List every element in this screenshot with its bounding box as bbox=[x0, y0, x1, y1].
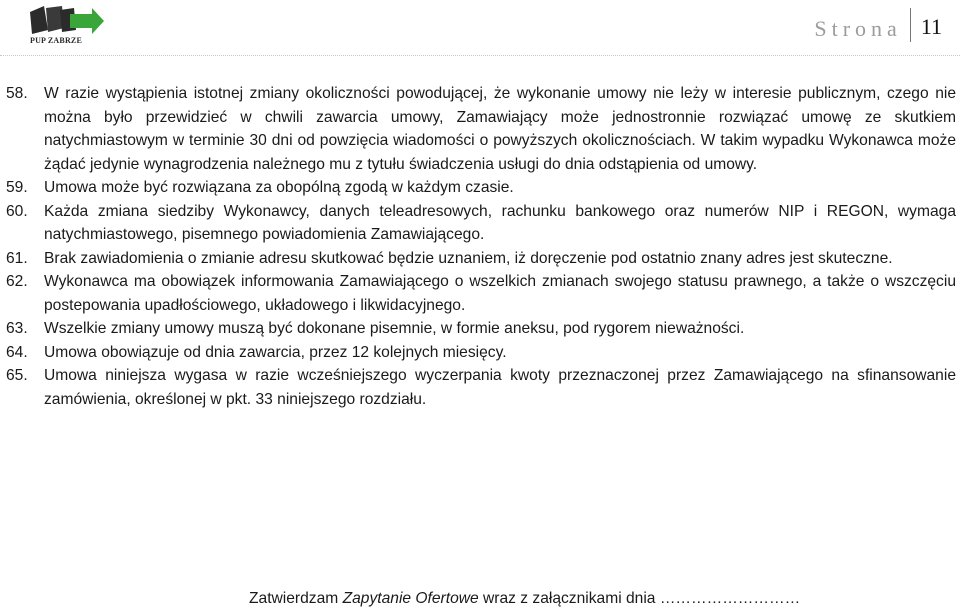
page-header bbox=[814, 8, 942, 42]
item-number: 62. bbox=[6, 273, 28, 290]
item-text: Umowa obowiązuje od dnia zawarcia, przez 12 kolejnych miesięcy. bbox=[44, 343, 507, 361]
item-text: W razie wystąpienia istotnej zmiany okoliczności powodującej, że wykonanie umowy nie leży w interesie publicznym, czego nie można było przewidzieć w chwili zawarcia umowy, Zamawiający może jednostronnie rozwiązać umowę ze skutkiem natychmiastowym w terminie 30 dni od powzięcia wiadomości o powyższych okolicznościach. W takim wypadku Wykonawca może żądać jedynie wynagrodzenia należnego mu z tytułu świadczenia usługi do dnia odstąpienia od umowy. bbox=[44, 85, 956, 173]
list-item bbox=[6, 247, 956, 271]
item-number: 65. bbox=[6, 367, 28, 384]
item-text: Umowa może być rozwiązana za obopólną zgodą w każdym czasie. bbox=[44, 179, 514, 196]
header-rule bbox=[0, 55, 960, 56]
item-text: Wszelkie zmiany umowy muszą być dokonane pisemnie, w formie aneksu, pod rygorem nieważności. bbox=[44, 320, 745, 337]
logo-graphic bbox=[26, 4, 106, 40]
item-number: 61. bbox=[6, 249, 28, 267]
list-item bbox=[6, 270, 956, 317]
item-text: Wykonawca ma obowiązek informowania Zamawiającego o wszelkich zmianach swojego statusu prawnego, a także o wszczęciu postepowania upadłościowego, układowego i likwidacyjnego. bbox=[44, 273, 956, 314]
item-text: Umowa niniejsza wygasa w razie wcześniejszego wyczerpania kwoty przeznaczonej przez Zamawiającego na sfinansowanie zamówienia, określonej w pkt. 33 niniejszego rozdziału. bbox=[44, 367, 956, 408]
list-item bbox=[6, 82, 956, 176]
item-text: Każda zmiana siedziby Wykonawcy, danych teleadresowych, rachunku bankowego oraz numerów NIP i REGON, wymaga natychmiastowego, pisemnego powiadomienia Zamawiającego. bbox=[44, 202, 956, 243]
item-number: 59. bbox=[6, 179, 28, 196]
list-item bbox=[6, 317, 956, 341]
list-item bbox=[6, 176, 956, 200]
clause-list bbox=[6, 82, 956, 411]
list-item bbox=[6, 364, 956, 411]
page-number: 11 bbox=[920, 14, 942, 39]
logo-text: PUP ZABRZE bbox=[29, 36, 82, 45]
item-number: 63. bbox=[6, 320, 28, 337]
item-text: Brak zawiadomienia o zmianie adresu skutkować będzie uznaniem, iż doręczenie pod ostatnio znany adres jest skuteczne. bbox=[44, 249, 893, 267]
pup-zabrze-logo bbox=[26, 4, 106, 48]
list-item bbox=[6, 200, 956, 247]
list-item bbox=[6, 341, 956, 365]
item-number: 64. bbox=[6, 343, 28, 361]
footer-suffix: wraz z załącznikami dnia ……………………… bbox=[478, 590, 801, 607]
item-number: 60. bbox=[6, 202, 28, 220]
footer-prefix: Zatwierdzam bbox=[249, 590, 343, 607]
page-label: Strona bbox=[814, 16, 902, 41]
item-number: 58. bbox=[6, 85, 28, 102]
page-separator bbox=[910, 8, 911, 42]
approval-footer bbox=[249, 589, 800, 609]
footer-italic: Zapytanie Ofertowe bbox=[342, 590, 479, 607]
